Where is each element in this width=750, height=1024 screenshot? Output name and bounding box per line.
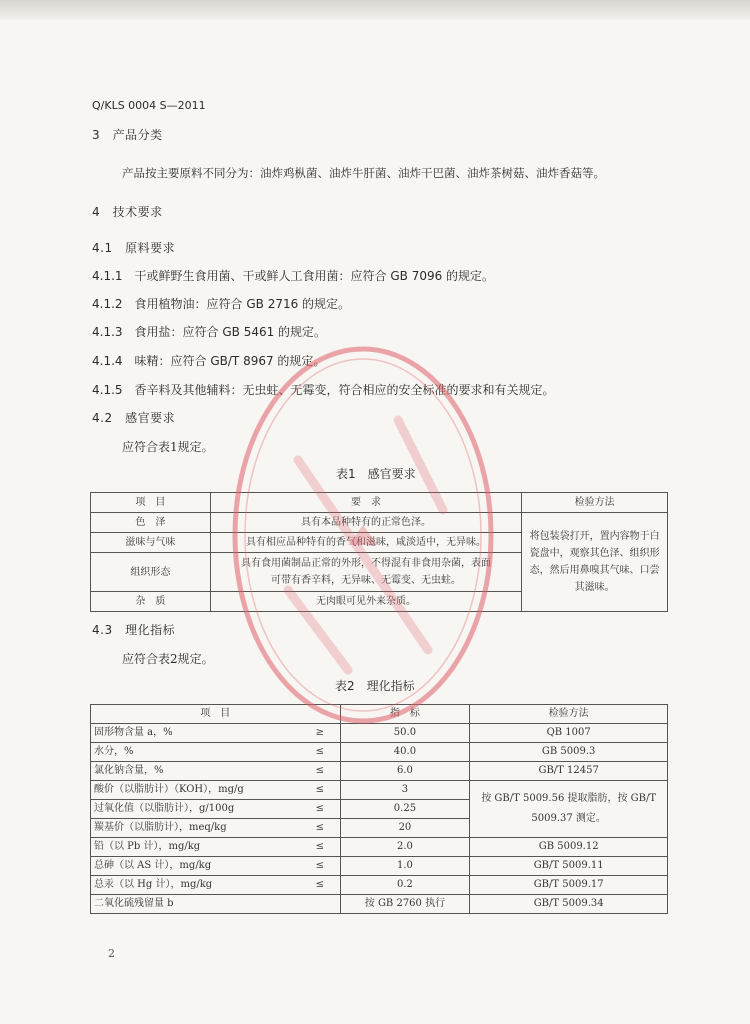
row-requirement: 无肉眼可见外来杂质。 bbox=[210, 592, 521, 612]
table-2-caption: 表2 理化指标 bbox=[335, 679, 415, 693]
row-value: 20 bbox=[340, 819, 470, 838]
row-method: GB/T 12457 bbox=[470, 762, 668, 781]
row-method: GB 5009.3 bbox=[470, 743, 668, 762]
row-method: GB/T 5009.11 bbox=[470, 857, 668, 876]
table-row bbox=[91, 724, 668, 743]
table-row bbox=[91, 857, 668, 876]
row-method: QB 1007 bbox=[470, 724, 668, 743]
row-operator: ≤ bbox=[300, 876, 340, 895]
row-value: 6.0 bbox=[340, 762, 470, 781]
row-item: 氯化钠含量，% bbox=[91, 762, 301, 781]
row-method: GB/T 5009.34 bbox=[470, 895, 668, 914]
section-4-title: 4 技术要求 bbox=[92, 205, 163, 219]
row-operator: ≤ bbox=[300, 781, 340, 800]
table-row bbox=[91, 895, 668, 914]
section-4-1-title: 4.1 原料要求 bbox=[92, 241, 176, 255]
row-method: GB/T 5009.17 bbox=[470, 876, 668, 895]
table-row bbox=[91, 876, 668, 895]
table-row bbox=[91, 762, 668, 781]
row-value: 2.0 bbox=[340, 838, 470, 857]
table-row bbox=[91, 513, 668, 533]
section-3-title: 3 产品分类 bbox=[92, 128, 163, 142]
section-3-body: 产品按主要原料不同分为：油炸鸡枞菌、油炸牛肝菌、油炸干巴菌、油炸茶树菇、油炸香菇等。 bbox=[122, 166, 605, 180]
row-value: 1.0 bbox=[340, 857, 470, 876]
row-operator: ≤ bbox=[300, 800, 340, 819]
clause-4-1-4: 4.1.4 味精：应符合 GB/T 8967 的规定。 bbox=[92, 354, 326, 368]
table-1-caption: 表1 感官要求 bbox=[336, 467, 416, 481]
header-cell: 检验方法 bbox=[522, 493, 668, 513]
header-cell: 要 求 bbox=[210, 493, 521, 513]
table-row bbox=[91, 743, 668, 762]
table-2-physicochemical bbox=[90, 704, 668, 914]
row-requirement: 具有本品种特有的正常色泽。 bbox=[210, 513, 521, 533]
merged-method-cell: 按 GB/T 5009.56 提取脂肪，按 GB/T 5009.37 测定。 bbox=[470, 781, 668, 838]
header-cell: 项 目 bbox=[91, 705, 341, 724]
row-operator: ≤ bbox=[300, 857, 340, 876]
row-operator: ≤ bbox=[300, 819, 340, 838]
clause-4-1-1: 4.1.1 干或鲜野生食用菌、干或鲜人工食用菌：应符合 GB 7096 的规定。 bbox=[92, 269, 495, 283]
clause-4-1-3: 4.1.3 食用盐：应符合 GB 5461 的规定。 bbox=[92, 325, 327, 339]
clause-4-1-5: 4.1.5 香辛料及其他辅料：无虫蛀、无霉变，符合相应的安全标准的要求和有关规定。 bbox=[92, 383, 555, 397]
table-2-header bbox=[91, 705, 668, 724]
scan-edge bbox=[0, 0, 750, 20]
row-item: 羰基价（以脂肪计），meq/kg bbox=[91, 819, 301, 838]
row-operator bbox=[300, 895, 340, 914]
header-cell: 指 标 bbox=[340, 705, 470, 724]
row-item: 滋味与气味 bbox=[91, 533, 211, 553]
row-operator: ≥ bbox=[300, 724, 340, 743]
row-item: 酸价（以脂肪计）（KOH），mg/g bbox=[91, 781, 301, 800]
row-value: 50.0 bbox=[340, 724, 470, 743]
row-item: 固形物含量 a，% bbox=[91, 724, 301, 743]
clause-4-1-2: 4.1.2 食用植物油：应符合 GB 2716 的规定。 bbox=[92, 297, 351, 311]
inspection-method-cell: 将包装袋打开，置内容物于白瓷盘中，观察其色泽、组织形态，然后用鼻嗅其气味、口尝其滋味。 bbox=[522, 513, 668, 612]
row-value: 0.2 bbox=[340, 876, 470, 895]
standard-code: Q/KLS 0004 S—2011 bbox=[92, 99, 206, 112]
row-operator: ≤ bbox=[300, 838, 340, 857]
section-4-3-body: 应符合表2规定。 bbox=[122, 652, 214, 666]
row-requirement: 具有相应品种特有的香气和滋味，咸淡适中，无异味。 bbox=[210, 533, 521, 553]
row-method: GB 5009.12 bbox=[470, 838, 668, 857]
row-item: 二氧化硫残留量 b bbox=[91, 895, 301, 914]
row-item: 总砷（以 AS 计），mg/kg bbox=[91, 857, 301, 876]
table-1-sensory bbox=[90, 492, 668, 612]
row-operator: ≤ bbox=[300, 743, 340, 762]
section-4-2-title: 4.2 感官要求 bbox=[92, 411, 176, 425]
row-item: 杂 质 bbox=[91, 592, 211, 612]
table-row bbox=[91, 838, 668, 857]
header-cell: 检验方法 bbox=[470, 705, 668, 724]
table-1-header bbox=[91, 493, 668, 513]
row-operator: ≤ bbox=[300, 762, 340, 781]
row-requirement: 具有食用菌制品正常的外形，不得混有非食用杂菌，表面可带有香辛料，无异味、无霉变、无虫蛀。 bbox=[210, 553, 521, 592]
header-cell: 项 目 bbox=[91, 493, 211, 513]
section-4-3-title: 4.3 理化指标 bbox=[92, 623, 176, 637]
row-value: 按 GB 2760 执行 bbox=[340, 895, 470, 914]
section-4-2-body: 应符合表1规定。 bbox=[122, 440, 214, 454]
table-row bbox=[91, 781, 668, 800]
row-value: 3 bbox=[340, 781, 470, 800]
page-number: 2 bbox=[108, 947, 115, 960]
row-value: 0.25 bbox=[340, 800, 470, 819]
row-item: 总汞（以 Hg 计），mg/kg bbox=[91, 876, 301, 895]
row-item: 铅（以 Pb 计），mg/kg bbox=[91, 838, 301, 857]
row-item: 组织形态 bbox=[91, 553, 211, 592]
row-value: 40.0 bbox=[340, 743, 470, 762]
row-item: 水分，% bbox=[91, 743, 301, 762]
row-item: 色 泽 bbox=[91, 513, 211, 533]
row-item: 过氧化值（以脂肪计），g/100g bbox=[91, 800, 301, 819]
